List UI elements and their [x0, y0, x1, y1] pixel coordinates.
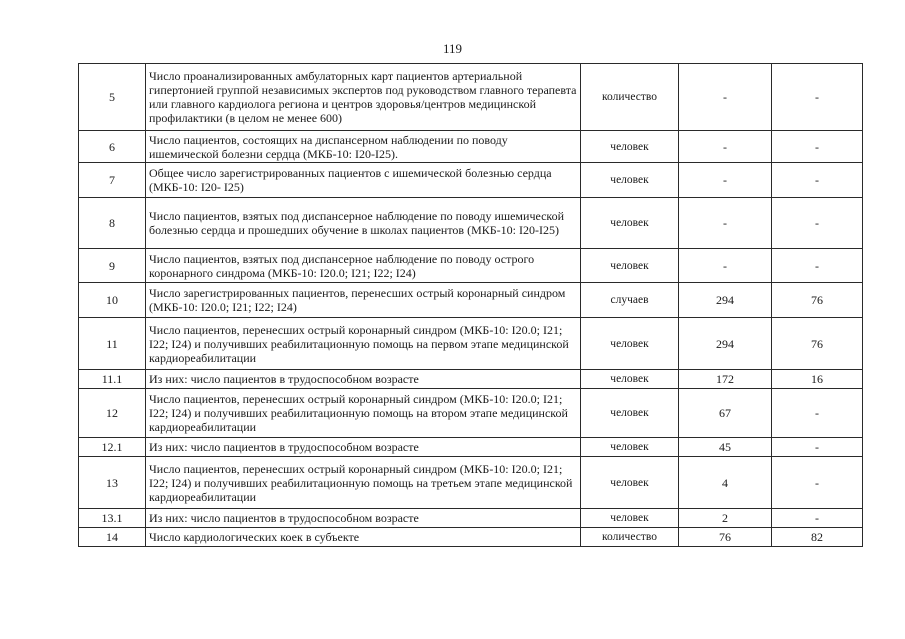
- row-unit: человек: [581, 131, 679, 163]
- table-row: [79, 370, 863, 389]
- table-row: [79, 64, 863, 131]
- row-unit: человек: [581, 457, 679, 509]
- row-number: 14: [79, 528, 146, 547]
- table-row: [79, 318, 863, 370]
- row-number: 7: [79, 163, 146, 198]
- row-unit: человек: [581, 198, 679, 249]
- table-row: [79, 249, 863, 283]
- row-number: 9: [79, 249, 146, 283]
- row-number: 12.1: [79, 438, 146, 457]
- row-description: Число зарегистрированных пациентов, перенесших острый коронарный синдром (МКБ-10: I20.0; I21; I22; I24): [146, 283, 581, 318]
- row-unit: человек: [581, 318, 679, 370]
- row-value-2: -: [772, 438, 863, 457]
- table-row: [79, 509, 863, 528]
- row-description: Из них: число пациентов в трудоспособном возрасте: [146, 509, 581, 528]
- row-number: 6: [79, 131, 146, 163]
- row-number: 13.1: [79, 509, 146, 528]
- row-value-1: 294: [679, 318, 772, 370]
- row-unit: человек: [581, 438, 679, 457]
- page-number: 119: [442, 41, 463, 56]
- row-unit: человек: [581, 249, 679, 283]
- row-unit: человек: [581, 509, 679, 528]
- table-row: [79, 198, 863, 249]
- row-value-1: 67: [679, 389, 772, 438]
- row-description: Число пациентов, взятых под диспансерное наблюдение по поводу острого коронарного синдрома (МКБ-10: I20.0; I21; I22; I24): [146, 249, 581, 283]
- row-value-1: 76: [679, 528, 772, 547]
- row-description: Число пациентов, состоящих на диспансерном наблюдении по поводу ишемической болезни сердца (МКБ-10: I20-I25).: [146, 131, 581, 163]
- row-number: 8: [79, 198, 146, 249]
- row-value-1: 4: [679, 457, 772, 509]
- row-unit: человек: [581, 163, 679, 198]
- table-row: [79, 163, 863, 198]
- row-value-1: -: [679, 163, 772, 198]
- row-value-2: 16: [772, 370, 863, 389]
- row-description: Число пациентов, перенесших острый коронарный синдром (МКБ-10: I20.0; I21; I22; I24) и получивших реабилитационную помощь на третьем этапе медицинской кардиореабилитации: [146, 457, 581, 509]
- row-value-1: 2: [679, 509, 772, 528]
- row-unit: случаев: [581, 283, 679, 318]
- row-description: Число пациентов, перенесших острый коронарный синдром (МКБ-10: I20.0; I21; I22; I24) и получивших реабилитационную помощь на первом этапе медицинской кардиореабилитации: [146, 318, 581, 370]
- table-row: [79, 438, 863, 457]
- row-value-2: -: [772, 131, 863, 163]
- row-value-2: -: [772, 457, 863, 509]
- table-row: [79, 457, 863, 509]
- row-description: Число проанализированных амбулаторных карт пациентов артериальной гипертонией группой независимых экспертов под руководством главного терапевта или главного кардиолога региона и центров здоровья/центров медицинской профилактики (в целом не менее 600): [146, 64, 581, 131]
- table-row: [79, 528, 863, 547]
- row-value-2: 76: [772, 318, 863, 370]
- row-unit: количество: [581, 528, 679, 547]
- row-description: Число пациентов, перенесших острый коронарный синдром (МКБ-10: I20.0; I21; I22; I24) и получивших реабилитационную помощь на втором этапе медицинской кардиореабилитации: [146, 389, 581, 438]
- row-unit: человек: [581, 389, 679, 438]
- row-number: 11.1: [79, 370, 146, 389]
- row-value-2: -: [772, 163, 863, 198]
- row-value-2: -: [772, 249, 863, 283]
- row-unit: количество: [581, 64, 679, 131]
- row-value-2: -: [772, 389, 863, 438]
- row-value-1: 45: [679, 438, 772, 457]
- row-number: 12: [79, 389, 146, 438]
- row-number: 11: [79, 318, 146, 370]
- row-number: 10: [79, 283, 146, 318]
- row-unit: человек: [581, 370, 679, 389]
- row-description: Из них: число пациентов в трудоспособном возрасте: [146, 370, 581, 389]
- row-description: Общее число зарегистрированных пациентов с ишемической болезнью сердца (МКБ-10: I20- I25): [146, 163, 581, 198]
- row-number: 5: [79, 64, 146, 131]
- row-value-1: -: [679, 249, 772, 283]
- row-description: Из них: число пациентов в трудоспособном возрасте: [146, 438, 581, 457]
- row-value-1: 172: [679, 370, 772, 389]
- row-number: 13: [79, 457, 146, 509]
- row-value-2: 76: [772, 283, 863, 318]
- row-value-2: -: [772, 64, 863, 131]
- row-description: Число кардиологических коек в субъекте: [146, 528, 581, 547]
- row-description: Число пациентов, взятых под диспансерное наблюдение по поводу ишемической болезнью сердца и прошедших обучение в школах пациентов (МКБ-10: I20-I25): [146, 198, 581, 249]
- row-value-2: -: [772, 509, 863, 528]
- table-row: [79, 389, 863, 438]
- row-value-1: 294: [679, 283, 772, 318]
- table-row: [79, 283, 863, 318]
- row-value-1: -: [679, 64, 772, 131]
- row-value-2: -: [772, 198, 863, 249]
- indicators-table: [78, 63, 863, 547]
- row-value-1: -: [679, 131, 772, 163]
- row-value-2: 82: [772, 528, 863, 547]
- row-value-1: -: [679, 198, 772, 249]
- table-row: [79, 131, 863, 163]
